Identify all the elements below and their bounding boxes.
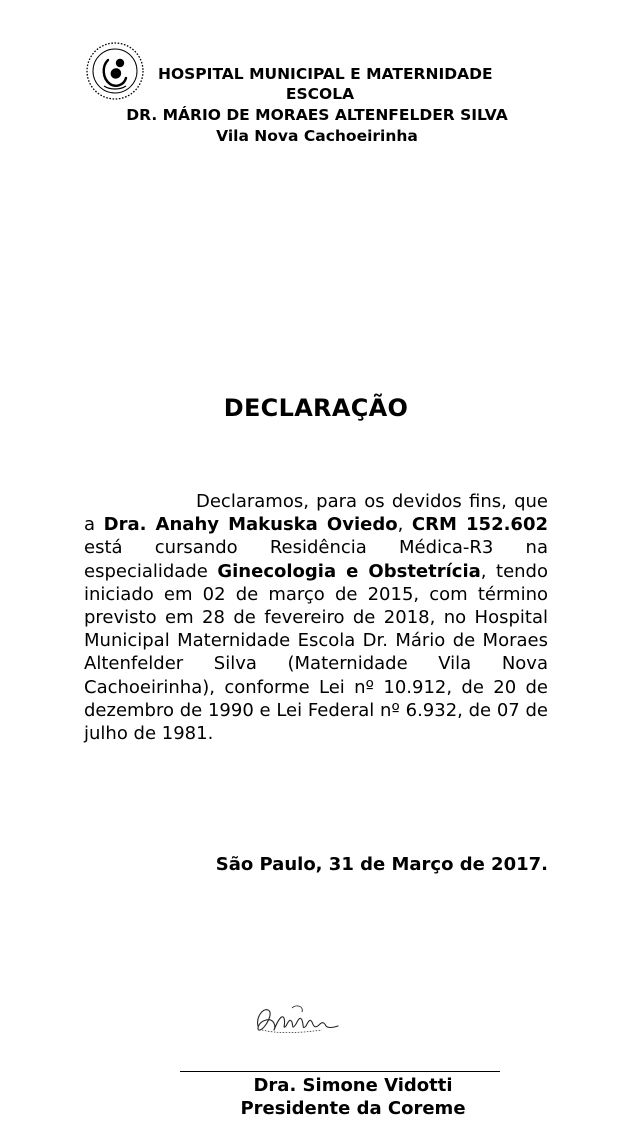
handwritten-signature <box>252 1000 344 1038</box>
body-text-4: , tendo iniciado em 02 de março de 2015, com término previsto em 28 de fevereiro de 2018, no Hospital Municipal Maternidade Escola Dr. Mário de Moraes Altenfelder Silva (Maternidade Vila Nova Cachoeirinha), conforme Lei nº 10.912, de 20 de dezembro de 1990 e Lei Federal nº 6.932, de 07 de julho de 1981. <box>84 560 548 745</box>
header-line-4: Vila Nova Cachoeirinha <box>216 127 418 145</box>
header-line-1: HOSPITAL MUNICIPAL E MATERNIDADE <box>158 65 493 83</box>
signer-role: Presidente da Coreme <box>240 1098 466 1119</box>
signer-name: Dra. Simone Vidotti <box>253 1075 453 1096</box>
body-text-2: , <box>397 514 412 536</box>
place-and-date: São Paulo, 31 de Março de 2017. <box>215 854 548 875</box>
specialty-name: Ginecologia e Obstetrícia <box>217 560 481 582</box>
crm-number: CRM 152.602 <box>411 514 548 536</box>
body-text-3: está cursando Residência Médica-R3 na especialidade <box>84 537 548 582</box>
declaration-body <box>84 490 548 745</box>
document-title: DECLARAÇÃO <box>223 394 409 422</box>
header-line-2: ESCOLA <box>285 85 355 103</box>
body-text-1: Declaramos, para os devidos fins, que a <box>84 491 548 536</box>
resident-name: Dra. Anahy Makuska Oviedo <box>103 514 398 536</box>
header-line-3: DR. MÁRIO DE MORAES ALTENFELDER SILVA <box>126 106 508 124</box>
signature-line <box>180 1071 500 1072</box>
